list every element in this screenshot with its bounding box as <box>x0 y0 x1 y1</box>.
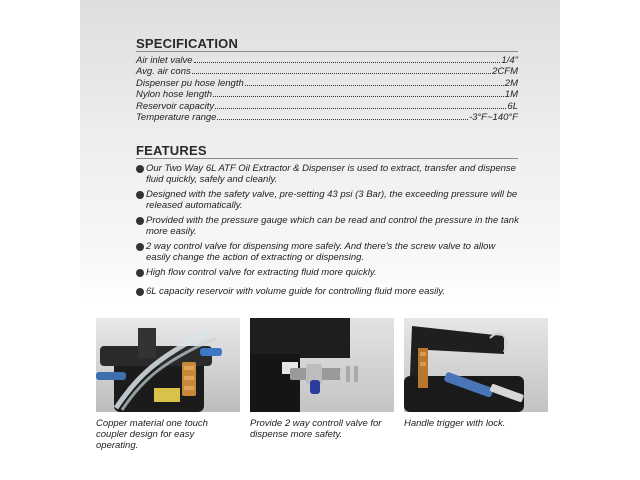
spec-value: -3°F~140°F <box>468 112 518 123</box>
feature-text: 6L capacity reservoir with volume guide for controlling fluid more easily. <box>146 286 446 297</box>
spec-label: Temperature range <box>136 112 217 123</box>
spec-value: 1/4" <box>501 54 518 66</box>
bullet-icon <box>136 217 144 225</box>
feature-text: Our Two Way 6L ATF Oil Extractor & Dispenser is used to extract, transfer and dispense fluid quickly, safely and cleanly. <box>146 163 516 185</box>
dot-leader <box>194 62 501 63</box>
handle-photo <box>404 318 548 412</box>
coupler-caption: Copper material one touch coupler design for easy operating. <box>96 418 208 451</box>
feature-item <box>136 286 522 297</box>
dot-leader <box>213 96 504 97</box>
features-heading-rule <box>136 158 518 159</box>
dot-leader <box>192 73 491 74</box>
feature-text: Provided with the pressure gauge which can be read and control the pressure in the tank more easily. <box>146 215 519 237</box>
spec-row <box>136 54 518 66</box>
features-heading: FEATURES <box>136 143 207 158</box>
spec-value: 2CFM <box>492 66 518 77</box>
spec-list <box>136 54 518 123</box>
dot-leader <box>217 119 467 120</box>
feature-text: High flow control valve for extracting fluid more quickly. <box>146 267 377 278</box>
spec-value: 1M <box>504 89 518 100</box>
coupler-photo <box>96 318 240 412</box>
bullet-icon <box>136 165 144 173</box>
bullet-icon <box>136 243 144 251</box>
feature-item <box>136 241 522 263</box>
valve-caption: Provide 2 way controll valve for dispense more safety. <box>250 418 382 440</box>
product-spec-card <box>80 0 560 480</box>
spec-value: 2M <box>504 77 518 89</box>
feature-item <box>136 267 522 278</box>
feature-item <box>136 215 522 237</box>
spec-label: Nylon hose length <box>136 89 213 100</box>
spec-label: Dispenser pu hose length <box>136 77 244 89</box>
feature-item <box>136 163 522 185</box>
spec-row <box>136 112 518 124</box>
spec-row <box>136 66 518 78</box>
spec-label: Air inlet valve <box>136 54 193 66</box>
spec-row <box>136 100 518 112</box>
bullet-icon <box>136 288 144 296</box>
feature-item <box>136 189 522 211</box>
spec-label: Reservoir capacity <box>136 100 215 112</box>
valve-photo <box>250 318 394 412</box>
features-list <box>136 163 522 301</box>
feature-text: Designed with the safety valve, pre-setting 43 psi (3 Bar), the exceeding pressure will be released automatically. <box>146 189 518 211</box>
feature-text: 2 way control valve for dispensing more safely. And there's the screw valve to allow easily change the action of extracting or dispensing. <box>146 241 496 263</box>
spec-heading-rule <box>136 51 518 52</box>
spec-row <box>136 77 518 89</box>
dot-leader <box>245 85 504 86</box>
bullet-icon <box>136 191 144 199</box>
spec-row <box>136 89 518 101</box>
spec-heading: SPECIFICATION <box>136 36 239 51</box>
bullet-icon <box>136 269 144 277</box>
spec-value: 6L <box>507 100 518 112</box>
dot-leader <box>215 108 506 109</box>
handle-caption: Handle trigger with lock. <box>404 418 506 429</box>
spec-label: Avg. air cons <box>136 66 191 77</box>
